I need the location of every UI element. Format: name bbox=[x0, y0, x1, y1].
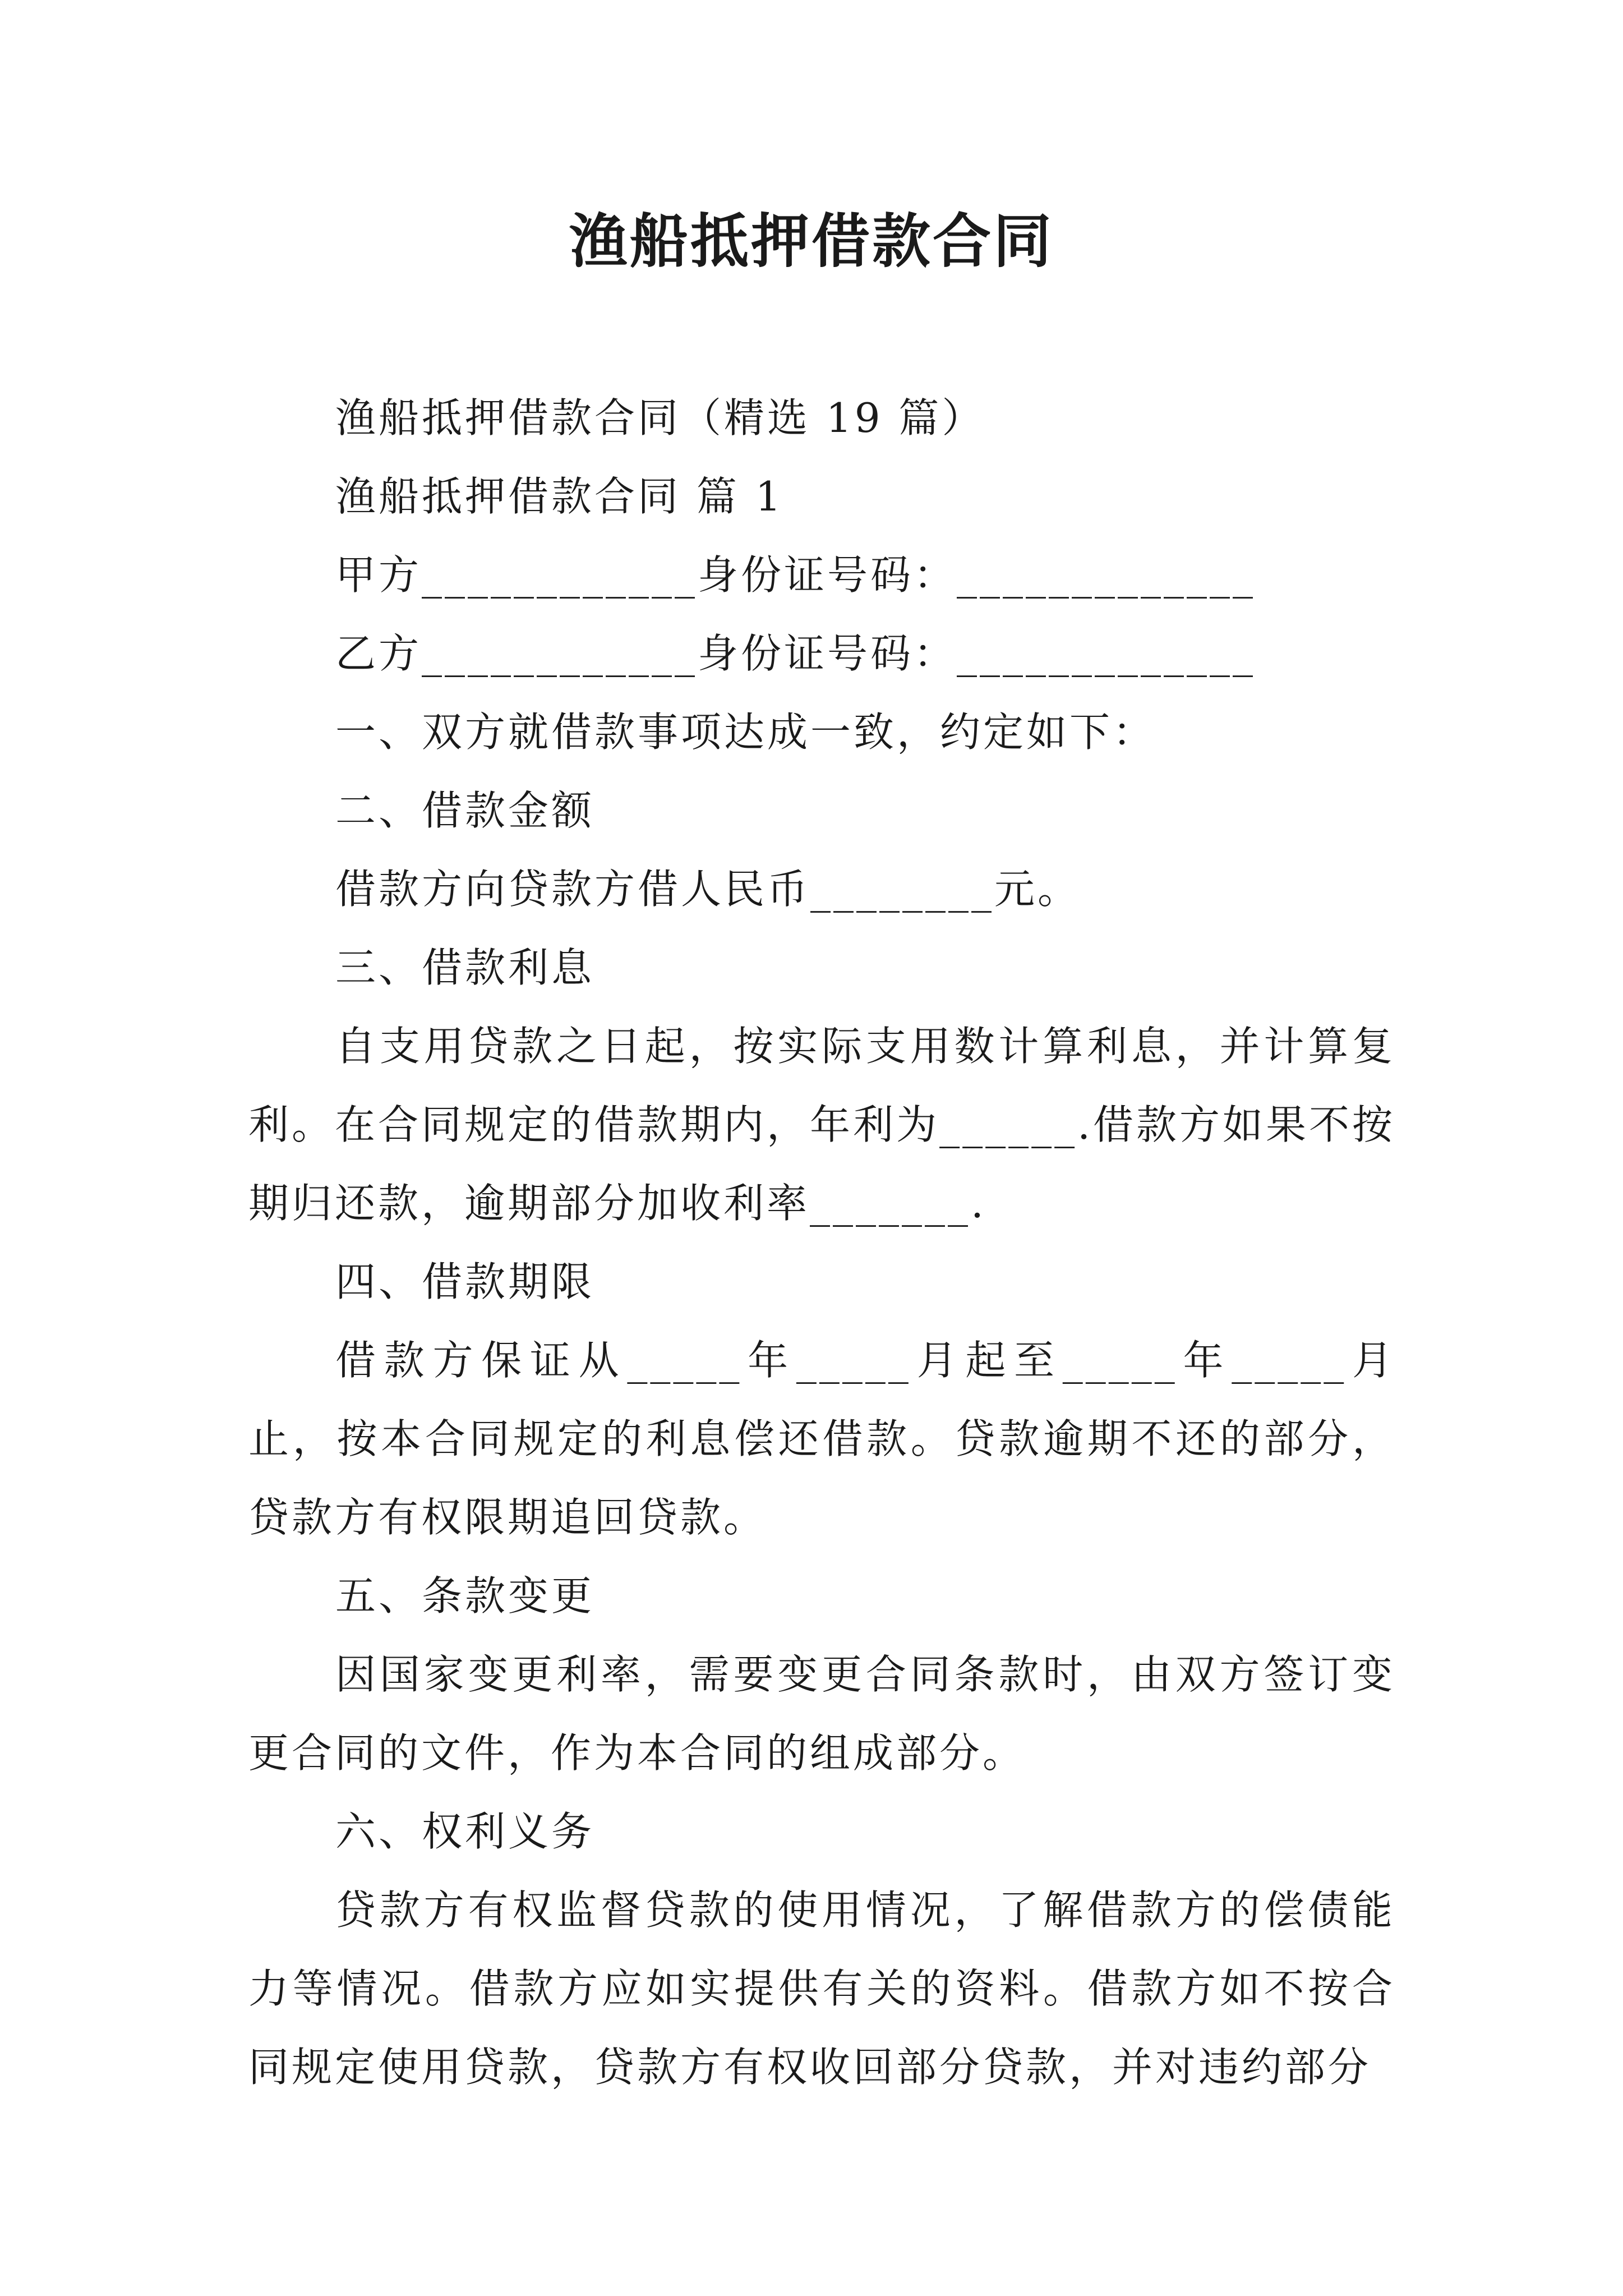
paragraph-interest-body: 自支用贷款之日起，按实际支用数计算利息，并计算复利。在合同规定的借款期内，年利为______.借款方如果不按期归还款，逾期部分加收利率_______. bbox=[248, 1023, 1395, 1227]
paragraph-term-body: 借款方保证从_____年_____月起至_____年_____月止，按本合同规定的利息偿还借款。贷款逾期不还的部分，贷款方有权限期追回贷款。 bbox=[248, 1337, 1395, 1541]
paragraph-change-body: 因国家变更利率，需要变更合同条款时，由双方签订变更合同的文件，作为本合同的组成部分。 bbox=[248, 1651, 1395, 1777]
paragraph-party-a: 甲方____________身份证号码：_____________ bbox=[335, 551, 1256, 599]
paragraph-section-heading: 渔船抵押借款合同 篇 1 bbox=[335, 473, 784, 520]
paragraph-clause-4-heading: 四、借款期限 bbox=[335, 1258, 595, 1305]
paragraph-party-b: 乙方____________身份证号码：_____________ bbox=[335, 630, 1256, 677]
paragraph-subtitle: 渔船抵押借款合同（精选 19 篇） bbox=[335, 394, 985, 441]
paragraph-clause-1: 一、双方就借款事项达成一致，约定如下： bbox=[335, 708, 1156, 756]
paragraph-loan-amount: 借款方向贷款方借人民币________元。 bbox=[335, 866, 1081, 913]
paragraph-clause-5-heading: 五、条款变更 bbox=[335, 1572, 595, 1619]
document-body bbox=[248, 379, 1395, 2106]
paragraph-clause-3-heading: 三、借款利息 bbox=[335, 944, 595, 991]
document-title: 渔船抵押借款合同 bbox=[569, 206, 1054, 275]
paragraph-clause-6-heading: 六、权利义务 bbox=[335, 1808, 595, 1855]
paragraph-clause-2-heading: 二、借款金额 bbox=[335, 787, 595, 834]
paragraph-rights-body: 贷款方有权监督贷款的使用情况，了解借款方的偿债能力等情况。借款方应如实提供有关的资料。借款方如不按合同规定使用贷款，贷款方有权收回部分贷款，并对违约部分 bbox=[248, 1887, 1395, 2091]
